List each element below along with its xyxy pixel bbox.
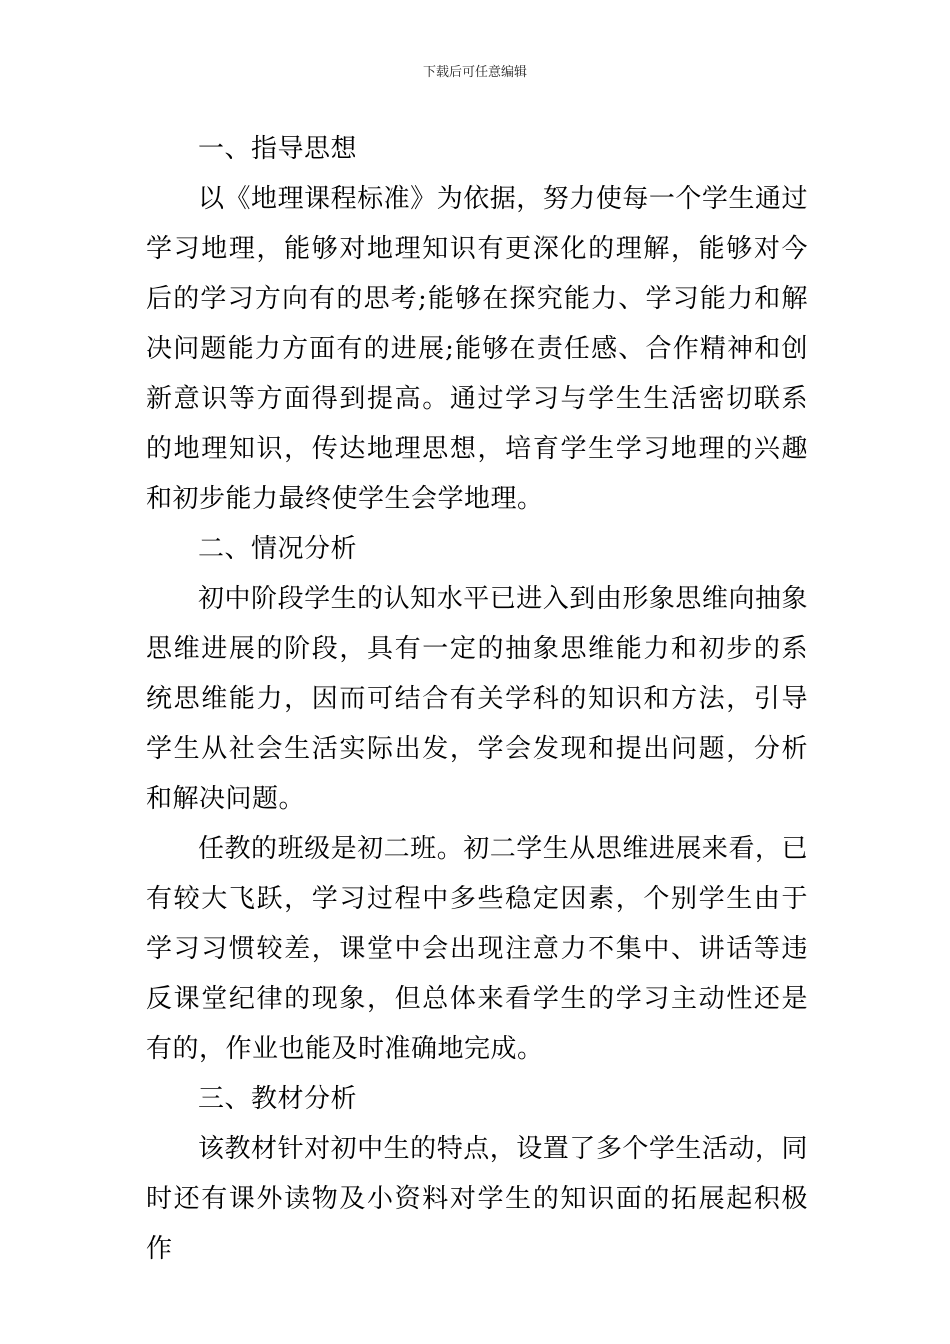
paragraph-class-situation: 任教的班级是初二班。初二学生从思维进展来看，已有较大飞跃，学习过程中多些稳定因素，个别学生由于学习习惯较差，课堂中会出现注意力不集中、讲话等违反课堂纪律的现象，但总体来看学生的学习主动性还是有的，作业也能及时准确地完成。 [146,834,808,1064]
document-body [146,124,808,1274]
paragraph-textbook-analysis: 该教材针对初中生的特点，设置了多个学生活动，同时还有课外读物及小资料对学生的知识面的拓展起积极作 [146,1134,808,1264]
paragraph-guiding-ideology: 以《地理课程标准》为依据，努力使每一个学生通过学习地理，能够对地理知识有更深化的理解，能够对今后的学习方向有的思考;能够在探究能力、学习能力和解决问题能力方面有的进展;能够在责任感、合作精神和创新意识等方面得到提高。通过学习与学生生活密切联系的地理知识，传达地理思想，培育学生学习地理的兴趣和初步能力最终使学生会学地理。 [146,184,808,514]
section-heading-guiding-ideology: 一、指导思想 [198,134,358,164]
section-heading-textbook-analysis: 三、教材分析 [198,1084,358,1114]
section-heading-situation-analysis: 二、情况分析 [198,534,358,564]
page-header-note: 下载后可任意编辑 [422,65,527,80]
paragraph-student-cognition: 初中阶段学生的认知水平已进入到由形象思维向抽象思维进展的阶段，具有一定的抽象思维能力和初步的系统思维能力，因而可结合有关学科的知识和方法，引导学生从社会生活实际出发，学会发现和提出问题，分析和解决问题。 [146,584,808,814]
